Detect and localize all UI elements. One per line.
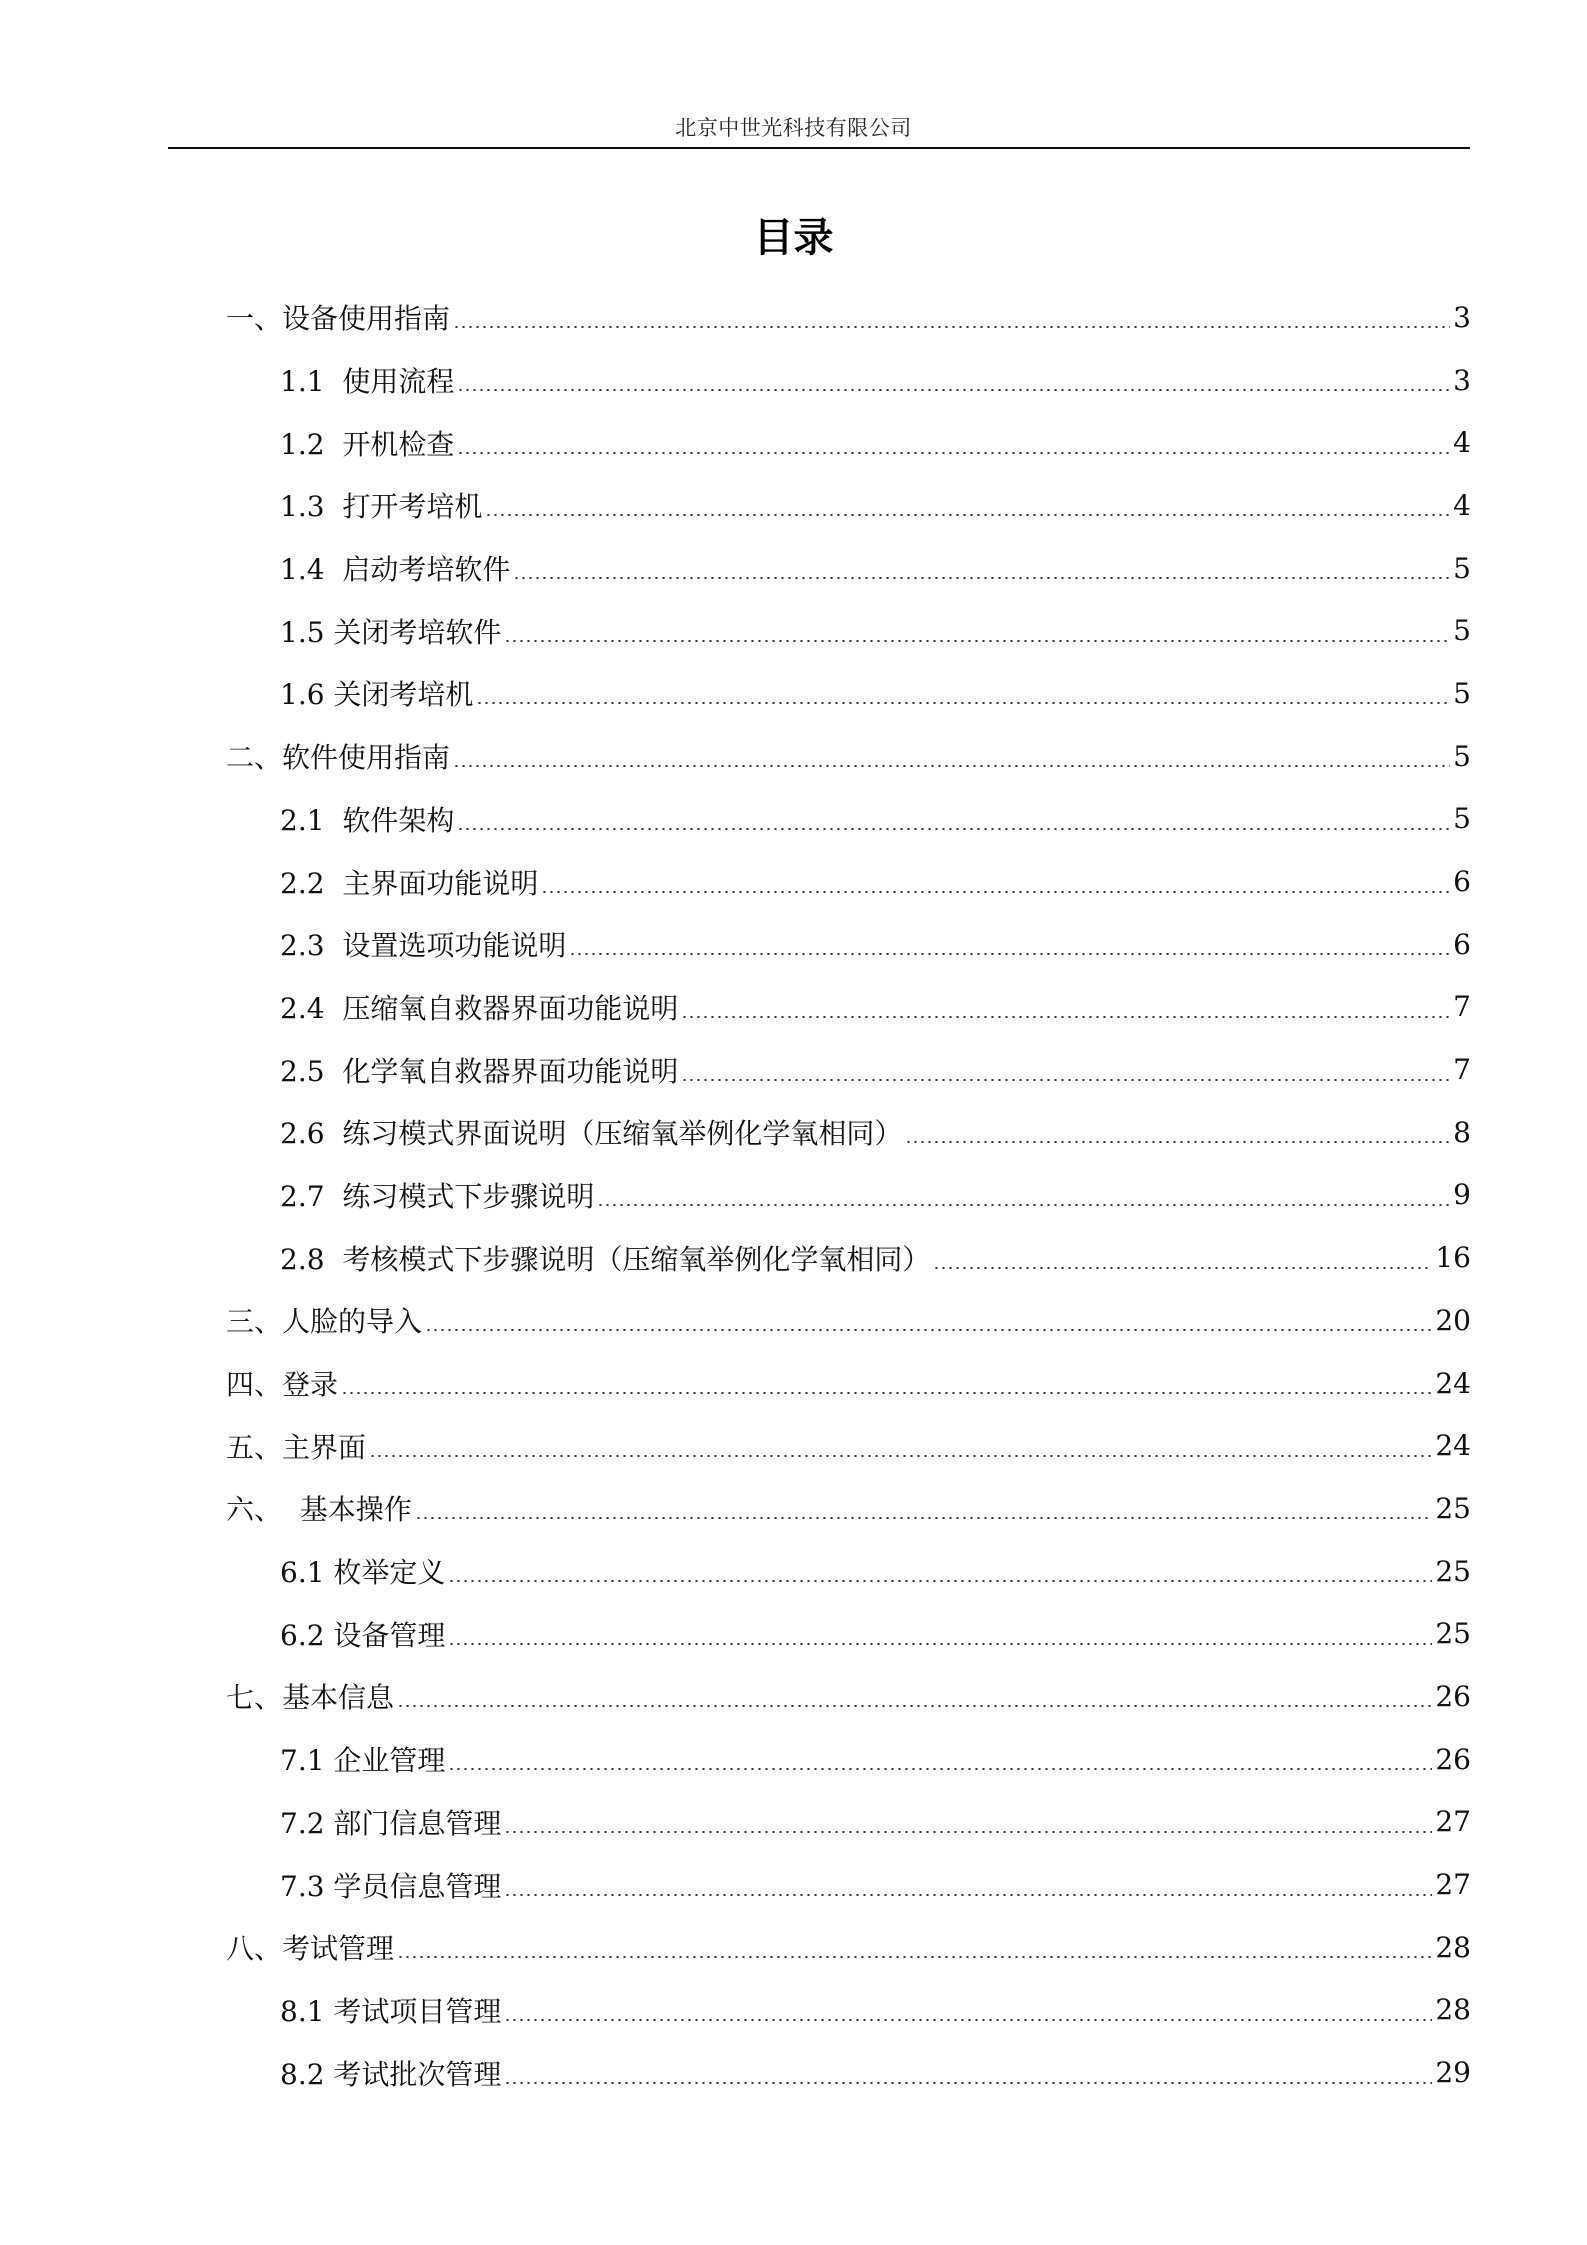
dot-leader	[369, 1455, 1432, 1457]
toc-entry[interactable]	[0, 788, 1587, 851]
dot-leader	[485, 514, 1450, 516]
toc-entry-label: 2.5 化学氧自救器界面功能说明	[280, 1054, 679, 1088]
toc-entry-page: 26	[1435, 1679, 1471, 1713]
toc-entry-page: 28	[1435, 1993, 1471, 2027]
toc-entry[interactable]	[0, 1791, 1587, 1854]
toc-entry[interactable]	[0, 1226, 1587, 1289]
dot-leader	[681, 1016, 1450, 1018]
toc-entry[interactable]	[0, 1728, 1587, 1791]
toc-entry-label: 7.2 部门信息管理	[280, 1806, 502, 1840]
toc-entry-label: 四、登录	[226, 1368, 339, 1402]
toc-entry-page: 25	[1435, 1554, 1471, 1588]
toc-entry-label: 八、考试管理	[226, 1932, 395, 1966]
toc-entry[interactable]	[0, 349, 1587, 412]
toc-entry[interactable]	[0, 1916, 1587, 1979]
dot-leader	[341, 1392, 1432, 1394]
toc-entry-label: 7.3 学员信息管理	[280, 1869, 502, 1903]
dot-leader	[457, 452, 1450, 454]
toc-entry-page: 5	[1453, 802, 1471, 836]
toc-entry-page: 29	[1435, 2056, 1471, 2090]
dot-leader	[569, 953, 1450, 955]
toc-entry-label: 五、主界面	[226, 1430, 367, 1464]
dot-leader	[397, 1705, 1432, 1707]
toc-entry-label: 2.2 主界面功能说明	[280, 866, 539, 900]
toc-entry[interactable]	[0, 1477, 1587, 1540]
toc-entry[interactable]	[0, 537, 1587, 600]
dot-leader	[457, 828, 1450, 830]
toc-entry-label: 1.1 使用流程	[280, 365, 455, 399]
toc-entry[interactable]	[0, 474, 1587, 537]
toc-title: 目录	[753, 215, 834, 261]
toc-entry-page: 3	[1453, 300, 1471, 334]
toc-entry-page: 28	[1435, 1930, 1471, 1964]
toc-entry-label: 1.3 打开考培机	[280, 490, 483, 524]
toc-entry[interactable]	[0, 1979, 1587, 2042]
toc-entry-page: 4	[1453, 426, 1471, 460]
toc-entry-page: 7	[1453, 1053, 1471, 1087]
toc-entry[interactable]	[0, 2041, 1587, 2104]
toc-entry-page: 20	[1435, 1303, 1471, 1337]
toc-entry-label: 8.2 考试批次管理	[280, 2057, 502, 2091]
toc-entry[interactable]	[0, 1352, 1587, 1415]
toc-entry-label: 2.6 练习模式界面说明（压缩氧举例化学氧相同）	[280, 1117, 903, 1151]
toc-entry-label: 六、 基本操作	[226, 1493, 412, 1527]
toc-entry-page: 5	[1453, 614, 1471, 648]
toc-entry-label: 6.1 枚举定义	[280, 1556, 446, 1590]
dot-leader	[448, 1580, 1432, 1582]
toc-entry[interactable]	[0, 976, 1587, 1039]
toc-entry-page: 26	[1435, 1742, 1471, 1776]
toc-entry[interactable]	[0, 1665, 1587, 1728]
toc-entry-page: 27	[1435, 1868, 1471, 1902]
dot-leader	[504, 2082, 1432, 2084]
toc-entry-label: 2.8 考核模式下步骤说明（压缩氧举例化学氧相同）	[280, 1242, 931, 1276]
toc-entry-label: 1.6 关闭考培机	[280, 678, 474, 712]
toc-entry[interactable]	[0, 850, 1587, 913]
toc-list	[0, 286, 1587, 2104]
toc-entry[interactable]	[0, 1602, 1587, 1665]
toc-entry[interactable]	[0, 913, 1587, 976]
header-divider	[168, 147, 1470, 149]
dot-leader	[513, 577, 1450, 579]
dot-leader	[397, 1956, 1432, 1958]
toc-entry[interactable]	[0, 662, 1587, 725]
toc-entry-page: 7	[1453, 990, 1471, 1024]
dot-leader	[597, 1204, 1450, 1206]
dot-leader	[504, 640, 1450, 642]
toc-entry-page: 16	[1435, 1241, 1471, 1275]
dot-leader	[453, 326, 1450, 328]
toc-entry-label: 2.7 练习模式下步骤说明	[280, 1179, 595, 1213]
dot-leader	[504, 1894, 1432, 1896]
toc-entry-label: 三、人脸的导入	[226, 1305, 423, 1339]
dot-leader	[504, 2019, 1432, 2021]
toc-entry-label: 1.2 开机检查	[280, 427, 455, 461]
toc-entry[interactable]	[0, 725, 1587, 788]
dot-leader	[933, 1267, 1432, 1269]
toc-entry-page: 24	[1435, 1366, 1471, 1400]
toc-entry-page: 27	[1435, 1805, 1471, 1839]
toc-entry-label: 7.1 企业管理	[280, 1744, 446, 1778]
toc-entry-label: 一、设备使用指南	[226, 302, 451, 336]
toc-entry-page: 4	[1453, 488, 1471, 522]
toc-entry[interactable]	[0, 1540, 1587, 1603]
toc-entry-page: 6	[1453, 927, 1471, 961]
toc-entry-label: 七、基本信息	[226, 1681, 395, 1715]
toc-entry[interactable]	[0, 1414, 1587, 1477]
dot-leader	[681, 1079, 1450, 1081]
toc-entry-page: 9	[1453, 1178, 1471, 1212]
dot-leader	[457, 389, 1450, 391]
dot-leader	[425, 1329, 1432, 1331]
toc-entry[interactable]	[0, 411, 1587, 474]
toc-entry-label: 2.3 设置选项功能说明	[280, 929, 567, 963]
toc-entry[interactable]	[0, 1289, 1587, 1352]
toc-entry[interactable]	[0, 1038, 1587, 1101]
toc-entry-page: 24	[1435, 1429, 1471, 1463]
toc-entry-label: 1.5 关闭考培软件	[280, 615, 502, 649]
dot-leader	[448, 1768, 1432, 1770]
toc-entry-label: 二、软件使用指南	[226, 741, 451, 775]
toc-entry-page: 5	[1453, 551, 1471, 585]
toc-entry[interactable]	[0, 1101, 1587, 1164]
dot-leader	[905, 1141, 1450, 1143]
toc-entry-page: 25	[1435, 1491, 1471, 1525]
toc-entry-label: 2.4 压缩氧自救器界面功能说明	[280, 991, 679, 1025]
toc-entry-page: 25	[1435, 1617, 1471, 1651]
toc-entry-page: 5	[1453, 739, 1471, 773]
toc-entry-page: 5	[1453, 676, 1471, 710]
dot-leader	[504, 1831, 1432, 1833]
toc-entry[interactable]	[0, 286, 1587, 349]
dot-leader	[415, 1517, 1433, 1519]
toc-entry-page: 3	[1453, 363, 1471, 397]
toc-entry[interactable]	[0, 599, 1587, 662]
dot-leader	[453, 765, 1450, 767]
toc-entry-label: 2.1 软件架构	[280, 803, 455, 837]
toc-entry-label: 1.4 启动考培软件	[280, 553, 511, 587]
dot-leader	[476, 702, 1450, 704]
toc-entry-label: 6.2 设备管理	[280, 1618, 446, 1652]
dot-leader	[448, 1643, 1432, 1645]
toc-entry[interactable]	[0, 1853, 1587, 1916]
toc-entry-page: 6	[1453, 865, 1471, 899]
toc-entry-page: 8	[1453, 1115, 1471, 1149]
toc-entry-label: 8.1 考试项目管理	[280, 1994, 502, 2028]
dot-leader	[541, 891, 1450, 893]
toc-entry[interactable]	[0, 1164, 1587, 1227]
page-header-company: 北京中世光科技有限公司	[675, 116, 912, 140]
